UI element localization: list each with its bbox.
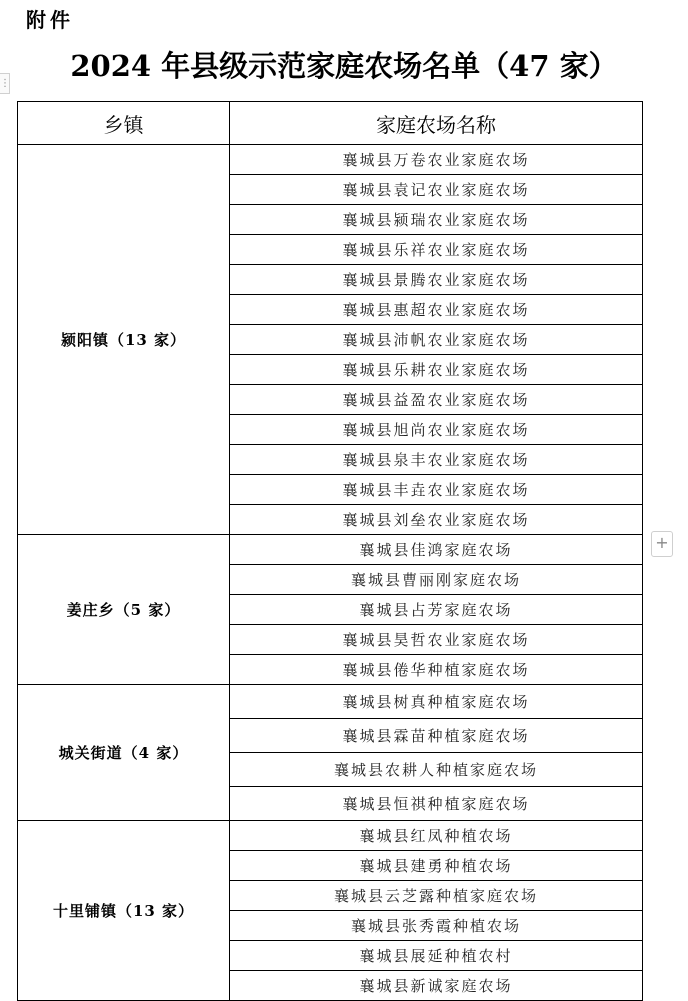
header-farm-name: 家庭农场名称 <box>230 102 643 145</box>
farm-name-cell: 襄城县袁记农业家庭农场 <box>230 175 643 205</box>
page-title: 2024 年县级示范家庭农场名单（47 家） <box>70 49 618 83</box>
farm-name-cell: 襄城县万卷农业家庭农场 <box>230 145 643 175</box>
table-body <box>18 145 643 1001</box>
farm-name-cell: 襄城县曹丽刚家庭农场 <box>230 565 643 595</box>
farm-name-cell: 襄城县占芳家庭农场 <box>230 595 643 625</box>
table-row <box>18 821 643 851</box>
farm-name-cell: 襄城县颍瑞农业家庭农场 <box>230 205 643 235</box>
farm-name-cell: 襄城县昊哲农业家庭农场 <box>230 625 643 655</box>
farm-name-cell: 襄城县倦华种植家庭农场 <box>230 655 643 685</box>
farm-name-cell: 襄城县建勇种植农场 <box>230 851 643 881</box>
farm-name-cell: 襄城县沛帆农业家庭农场 <box>230 325 643 355</box>
farm-name-cell: 襄城县旭尚农业家庭农场 <box>230 415 643 445</box>
farm-name-cell: 襄城县霖苗种植家庭农场 <box>230 719 643 753</box>
farm-name-cell: 襄城县乐耕农业家庭农场 <box>230 355 643 385</box>
farm-name-cell: 襄城县农耕人种植家庭农场 <box>230 753 643 787</box>
town-cell: 十里铺镇（13 家） <box>18 821 230 1001</box>
add-row-button[interactable]: + <box>651 531 673 557</box>
farm-name-cell: 襄城县景腾农业家庭农场 <box>230 265 643 295</box>
table-row <box>18 535 643 565</box>
farm-name-cell: 襄城县张秀霞种植农场 <box>230 911 643 941</box>
farm-name-cell: 襄城县新诚家庭农场 <box>230 971 643 1001</box>
town-cell: 姜庄乡（5 家） <box>18 535 230 685</box>
town-cell: 颍阳镇（13 家） <box>18 145 230 535</box>
farm-name-cell: 襄城县乐祥农业家庭农场 <box>230 235 643 265</box>
farm-name-cell: 襄城县益盈农业家庭农场 <box>230 385 643 415</box>
farm-name-cell: 襄城县佳鸿家庭农场 <box>230 535 643 565</box>
farm-name-cell: 襄城县刘垒农业家庭农场 <box>230 505 643 535</box>
table-row <box>18 145 643 175</box>
farm-name-cell: 襄城县云芝露种植家庭农场 <box>230 881 643 911</box>
town-cell: 城关街道（4 家） <box>18 685 230 821</box>
farm-list-table <box>17 101 643 1001</box>
header-town: 乡镇 <box>18 102 230 145</box>
attachment-label: 附件 <box>26 8 74 32</box>
farm-name-cell: 襄城县恒祺种植家庭农场 <box>230 787 643 821</box>
farm-name-cell: 襄城县红凤种植农场 <box>230 821 643 851</box>
farm-name-cell: 襄城县展延种植农村 <box>230 941 643 971</box>
farm-name-cell: 襄城县丰垚农业家庭农场 <box>230 475 643 505</box>
table-header-row <box>18 102 643 145</box>
table-row <box>18 685 643 719</box>
farm-name-cell: 襄城县惠超农业家庭农场 <box>230 295 643 325</box>
farm-name-cell: 襄城县树真种植家庭农场 <box>230 685 643 719</box>
farm-name-cell: 襄城县泉丰农业家庭农场 <box>230 445 643 475</box>
drag-handle-icon[interactable]: ⋮ <box>0 73 10 94</box>
